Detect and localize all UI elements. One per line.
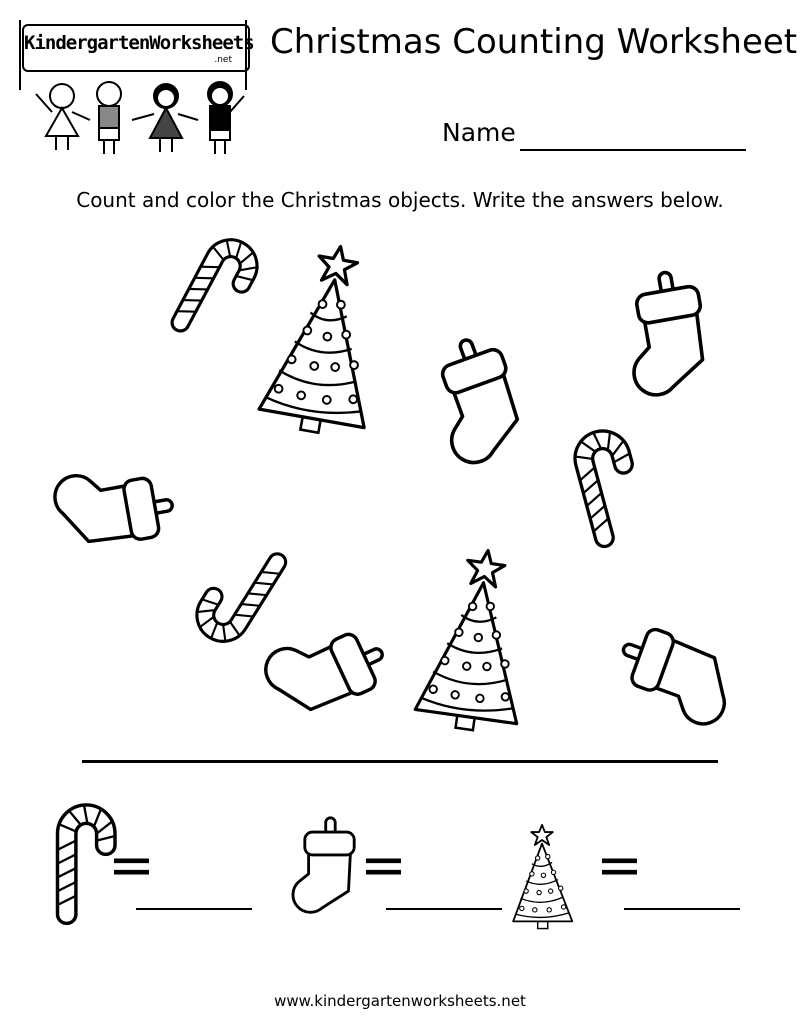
footer-url[interactable]: www.kindergartenworksheets.net	[274, 992, 526, 1010]
equals-sign-tree: =	[596, 833, 643, 898]
stocking-icon	[608, 621, 741, 730]
christmas-tree-icon	[257, 238, 394, 441]
worksheet-title: Christmas Counting Worksheet	[270, 22, 798, 62]
stocking-icon	[52, 460, 177, 553]
stocking-icon	[617, 267, 714, 398]
logo-text: KindergartenWorksheets	[24, 32, 254, 54]
stocking-icon	[282, 815, 372, 915]
equals-sign-candy-cane: =	[108, 833, 155, 898]
name-label: Name	[442, 118, 516, 147]
answer-line-tree[interactable]	[624, 908, 740, 910]
logo-suffix: .net	[214, 55, 232, 65]
christmas-tree-icon	[506, 822, 596, 927]
instructions-text: Count and color the Christmas objects. Write the answers below.	[76, 188, 724, 212]
candy-cane-icon	[569, 425, 651, 549]
equals-sign-stocking: =	[360, 833, 407, 898]
answer-line-stocking[interactable]	[386, 908, 502, 910]
candy-cane-icon	[169, 231, 266, 351]
stocking-icon	[259, 611, 394, 726]
section-divider	[82, 760, 718, 763]
answer-line-candy-cane[interactable]	[136, 908, 252, 910]
candy-cane-icon	[187, 532, 289, 652]
stocking-icon	[420, 330, 533, 469]
christmas-tree-icon	[413, 544, 540, 737]
